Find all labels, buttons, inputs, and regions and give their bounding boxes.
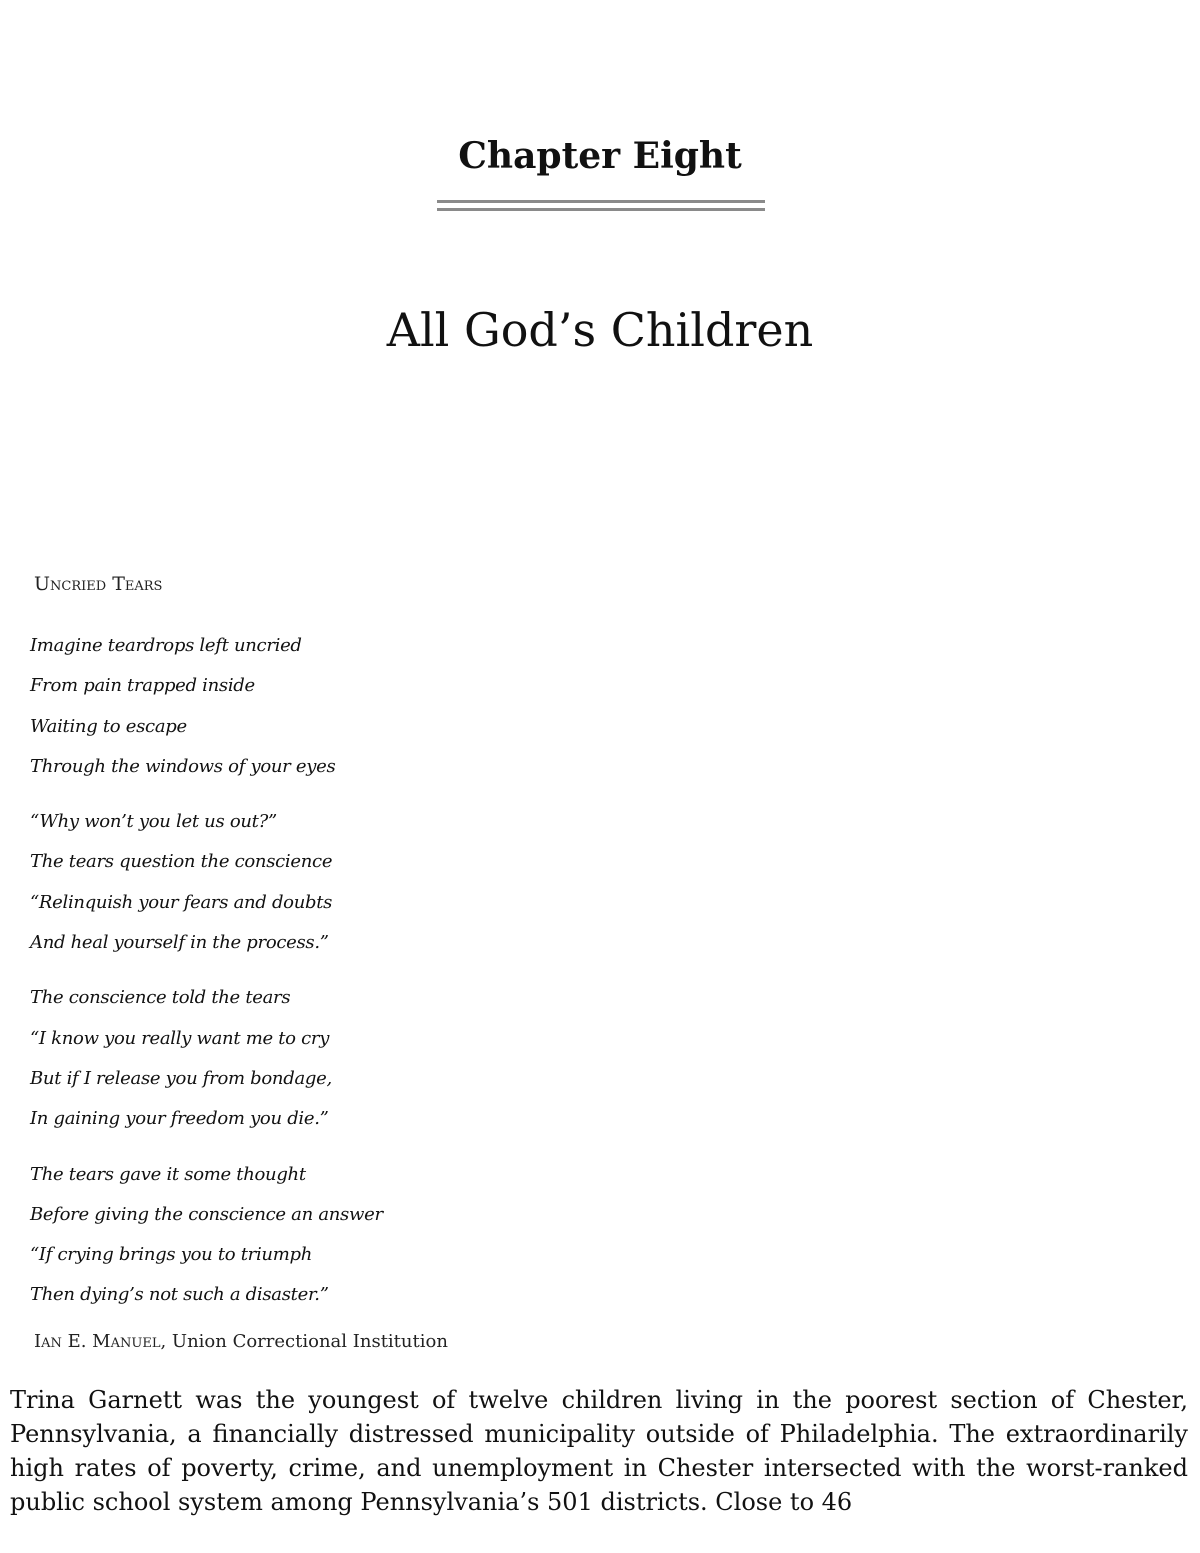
- chapter-label: Chapter Eight: [458, 135, 742, 177]
- poem-line: “I know you really want me to cry: [30, 1027, 330, 1049]
- poem-epigraph: [30, 626, 630, 1331]
- poem-line: “Relinquish your fears and doubts: [30, 891, 333, 913]
- poem-line: “If crying brings you to triumph: [30, 1244, 312, 1266]
- poem-line: The tears gave it some thought: [30, 1163, 306, 1185]
- chapter-divider-rule: [437, 200, 765, 211]
- chapter-title: All God’s Children: [386, 303, 814, 357]
- body-paragraph: Trina Garnett was the youngest of twelve children living in the poorest section of Chester, Pennsylvania, a financially distressed municipality outside of Philadelphia. The extraordinarily high rates of poverty, crime, and unemployment in Chester intersected with the worst-ranked public school system among Pennsylvania’s 501 districts. Close to 46: [10, 1386, 1188, 1516]
- poem-stanza-2: [30, 802, 630, 963]
- poem-line: And heal yourself in the process.”: [30, 932, 329, 954]
- poem-stanza-4: [30, 1155, 630, 1316]
- poem-attribution: [34, 1330, 448, 1354]
- poem-line: Before giving the conscience an answer: [30, 1203, 383, 1225]
- poem-line: “Why won’t you let us out?”: [30, 811, 277, 833]
- poem-stanza-1: [30, 626, 630, 787]
- poem-stanza-3: [30, 978, 630, 1139]
- poem-line: Waiting to escape: [30, 715, 187, 737]
- poem-line: Through the windows of your eyes: [30, 755, 336, 777]
- poem-affiliation: , Union Correctional Institution: [160, 1331, 448, 1352]
- poem-line: Imagine teardrops left uncried: [30, 635, 302, 656]
- poem-line: The conscience told the tears: [30, 987, 291, 1009]
- poem-author: Ian E. Manuel: [34, 1331, 161, 1352]
- poem-line: From pain trapped inside: [30, 675, 255, 697]
- poem-title: Uncried Tears: [34, 573, 163, 595]
- poem-line: The tears question the conscience: [30, 851, 333, 873]
- poem-line: In gaining your freedom you die.”: [30, 1108, 329, 1130]
- poem-line: Then dying’s not such a disaster.”: [30, 1284, 329, 1306]
- poem-line: But if I release you from bondage,: [30, 1067, 332, 1089]
